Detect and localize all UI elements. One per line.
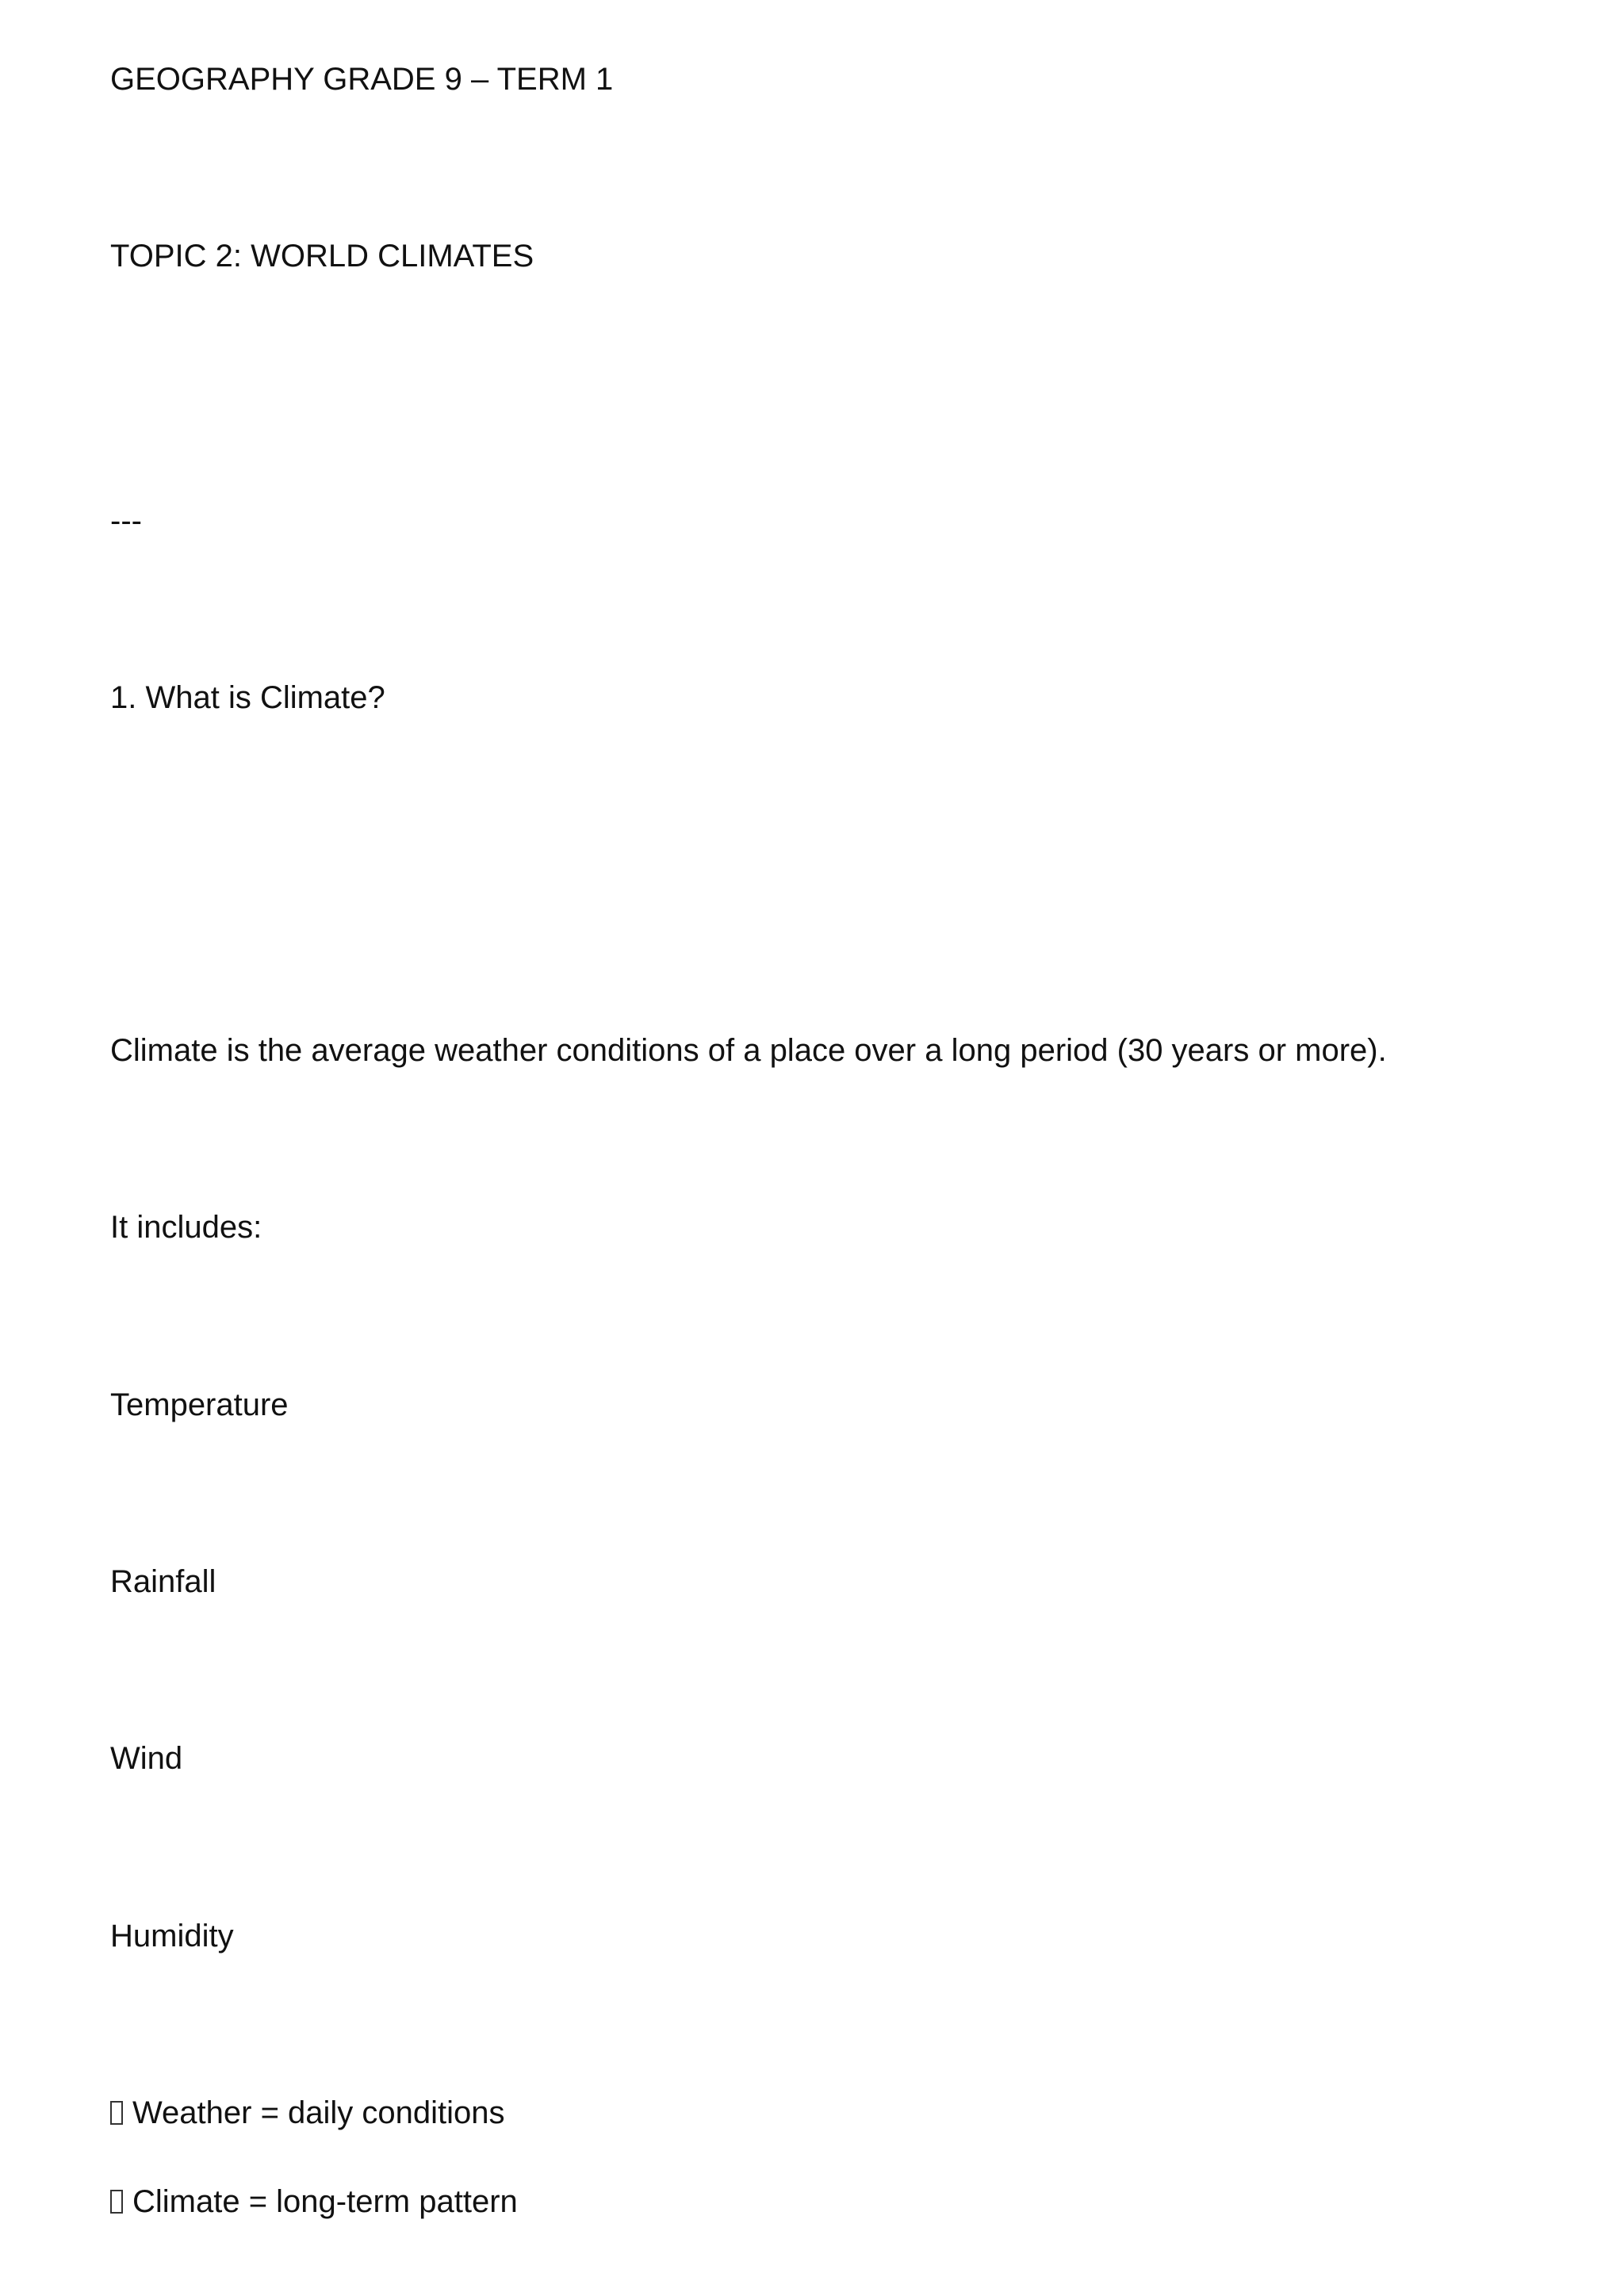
list-item-wind: Wind (110, 1741, 183, 1776)
section-heading: 1. What is Climate? (110, 680, 385, 715)
list-item-humidity: Humidity (110, 1919, 234, 1954)
note-climate-text: Climate = long-term pattern (132, 2184, 518, 2219)
includes-label: It includes: (110, 1210, 262, 1245)
list-item-temperature: Temperature (110, 1387, 289, 1422)
document-header: GEOGRAPHY GRADE 9 – TERM 1 (110, 62, 614, 97)
separator: --- (110, 503, 142, 538)
missing-glyph-icon (110, 2101, 123, 2125)
climate-definition: Climate is the average weather conditions of a place over a long period (30 years or more). (110, 1033, 1387, 1068)
note-weather (110, 2093, 505, 2133)
note-climate (110, 2182, 518, 2221)
topic-title: TOPIC 2: WORLD CLIMATES (110, 239, 534, 274)
missing-glyph-icon (110, 2190, 123, 2214)
note-weather-text: Weather = daily conditions (132, 2095, 505, 2130)
list-item-rainfall: Rainfall (110, 1564, 216, 1599)
